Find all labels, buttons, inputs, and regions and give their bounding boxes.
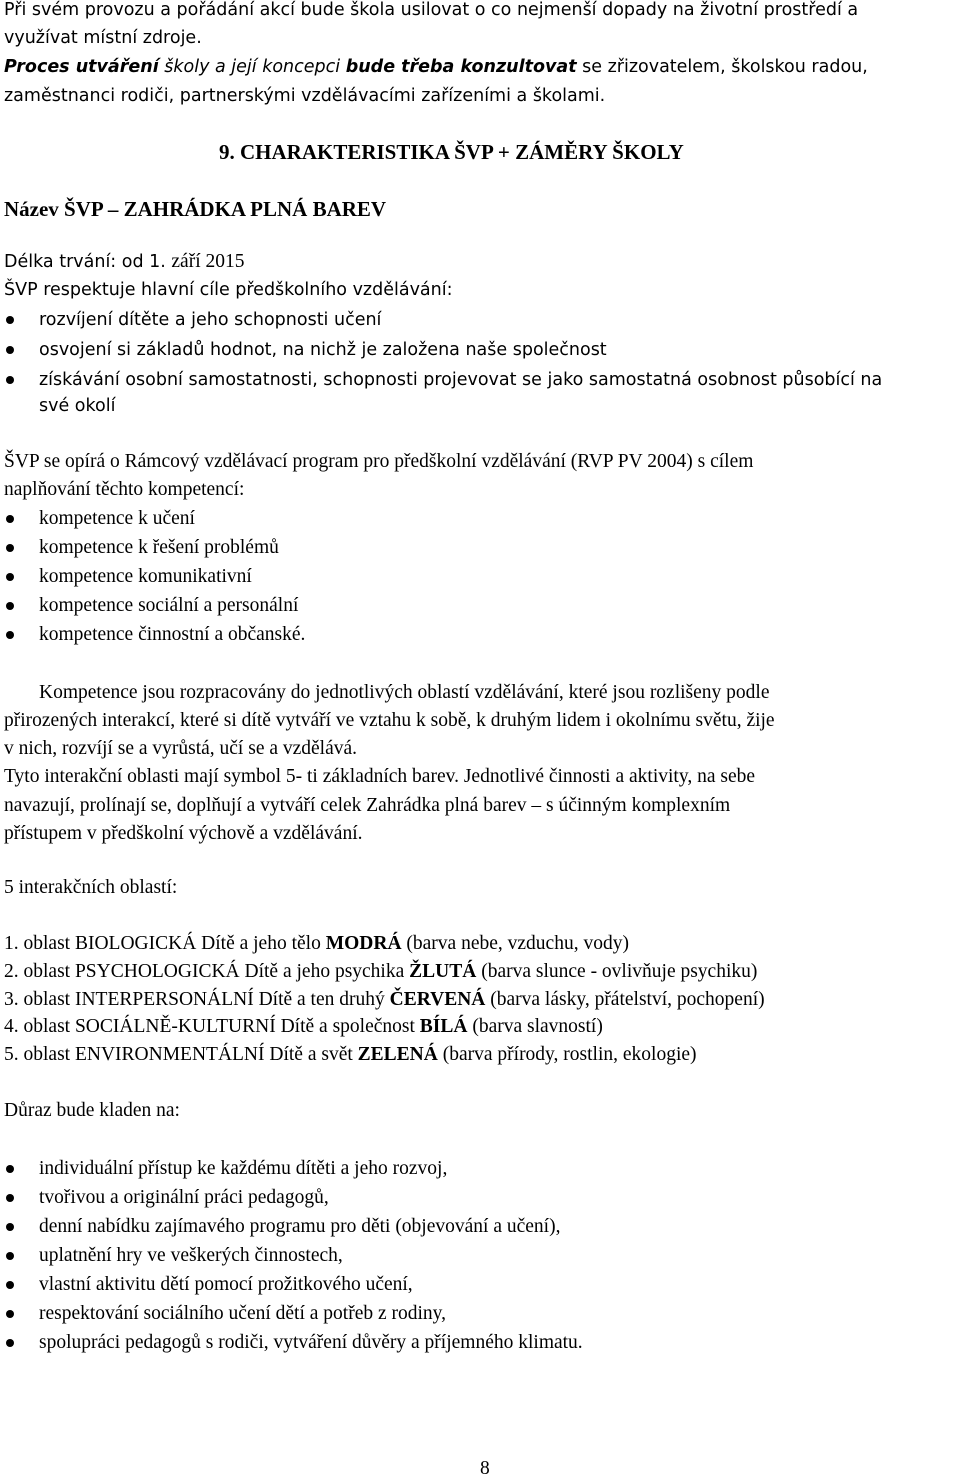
intro-line-1: Při svém provozu a pořádání akcí bude škola usilovat o co nejmenší dopady na životní prostředí a [4, 0, 859, 20]
duration-value: září 2015 [171, 251, 245, 272]
area-item [4, 1015, 603, 1039]
area-text: 3. oblast INTERPERSONÁLNÍ Dítě a ten druhý [4, 989, 390, 1010]
areas-heading: 5 interakčních oblastí: [4, 877, 178, 898]
bullet-icon [6, 346, 14, 354]
bullet-icon [6, 1310, 14, 1318]
rvp-line-2: naplňování těchto kompetencí: [4, 479, 245, 500]
competence-item: kompetence k učení [39, 508, 195, 529]
paragraph-line: navazují, prolínají se, doplňují a vytváří celek Zahrádka plná barev – s účinným komplexním [4, 795, 731, 816]
program-name: Název ŠVP – ZAHRÁDKA PLNÁ BAREV [4, 197, 387, 221]
paragraph-line: Tyto interakční oblasti mají symbol 5- ti základních barev. Jednotlivé činnosti a aktivity, na sebe [4, 766, 755, 787]
emphasis-item: tvořivou a originální práci pedagogů, [39, 1187, 329, 1208]
paragraph-line: v nich, rozvíjí se a vyrůstá, učí se a vzdělává. [4, 738, 358, 759]
intro-line-2: využívat místní zdroje. [4, 28, 202, 48]
bullet-icon [6, 376, 14, 384]
area-desc: (barva slavností) [467, 1016, 603, 1037]
competence-item: kompetence komunikativní [39, 566, 252, 587]
emphasis-item: uplatnění hry ve veškerých činnostech, [39, 1245, 343, 1266]
bullet-icon [6, 573, 14, 581]
area-color: ČERVENÁ [389, 989, 486, 1010]
area-desc: (barva nebe, vzduchu, vody) [401, 933, 629, 954]
bullet-icon [6, 1165, 14, 1173]
area-text: 2. oblast PSYCHOLOGICKÁ Dítě a jeho psychika [4, 961, 410, 982]
intro-emph-consult: bude třeba konzultovat [345, 57, 577, 77]
bullet-icon [6, 1223, 14, 1231]
goal-item: rozvíjení dítěte a jeho schopnosti učení [39, 310, 382, 330]
paragraph-line: Kompetence jsou rozpracovány do jednotlivých oblastí vzdělávání, které jsou rozlišeny podle [39, 682, 770, 703]
area-item [4, 932, 629, 956]
bullet-icon [6, 544, 14, 552]
bullet-icon [6, 316, 14, 324]
bullet-icon [6, 515, 14, 523]
area-color: ZELENÁ [357, 1044, 438, 1065]
page-number: 8 [480, 1458, 490, 1479]
area-desc: (barva přírody, rostlin, ekologie) [437, 1044, 697, 1065]
area-item [4, 1043, 697, 1067]
area-text: 4. oblast SOCIÁLNĚ-KULTURNÍ Dítě a společnost [4, 1016, 420, 1037]
area-color: BÍLÁ [419, 1016, 468, 1037]
area-desc: (barva lásky, přátelství, pochopení) [485, 989, 765, 1010]
emphasis-item: vlastní aktivitu dětí pomocí prožitkového učení, [39, 1274, 413, 1295]
area-text: 5. oblast ENVIRONMENTÁLNÍ Dítě a svět [4, 1044, 358, 1065]
emphasis-item: respektování sociálního učení dětí a potřeb z rodiny, [39, 1303, 447, 1324]
rvp-line-1: ŠVP se opírá o Rámcový vzdělávací program pro předškolní vzdělávání (RVP PV 2004) s cílem [4, 451, 754, 472]
area-color: MODRÁ [325, 933, 402, 954]
intro-emph-process: Proces utváření [4, 57, 159, 77]
goal-item: osvojení si základů hodnot, na nichž je založena naše společnost [39, 340, 607, 360]
bullet-icon [6, 602, 14, 610]
goal-item: získávání osobní samostatnosti, schopnosti projevovat se jako samostatná osobnost působící na [39, 370, 883, 390]
area-text: 1. oblast BIOLOGICKÁ Dítě a jeho tělo [4, 933, 326, 954]
area-item [4, 988, 765, 1012]
emphasis-item: denní nabídku zajímavého programu pro děti (objevování a učení), [39, 1216, 561, 1237]
emphasis-item: spolupráci pedagogů s rodiči, vytváření důvěry a příjemného klimatu. [39, 1332, 583, 1353]
section-heading: 9. CHARAKTERISTIKA ŠVP + ZÁMĚRY ŠKOLY [219, 140, 684, 164]
area-desc: (barva slunce - ovlivňuje psychiku) [476, 961, 758, 982]
intro-line-4: zaměstnanci rodiči, partnerskými vzdělávacími zařízeními a školami. [4, 86, 606, 106]
bullet-icon [6, 1252, 14, 1260]
paragraph-line: přirozených interakcí, které si dítě vytváří ve vztahu k sobě, k druhým lidem i okolnímu světu, žije [4, 710, 775, 731]
goal-item-cont: své okolí [39, 396, 116, 416]
bullet-icon [6, 1281, 14, 1289]
area-item [4, 960, 757, 984]
area-color: ŽLUTÁ [409, 961, 477, 982]
emphasis-heading: Důraz bude kladen na: [4, 1100, 180, 1121]
intro-line-3 [4, 55, 868, 79]
competence-item: kompetence sociální a personální [39, 595, 299, 616]
duration [4, 250, 245, 274]
intro-text-end: se zřizovatelem, školskou radou, [576, 57, 868, 77]
paragraph-line: přístupem v předškolní výchově a vzdělávání. [4, 823, 363, 844]
goals-intro: ŠVP respektuje hlavní cíle předškolního vzdělávání: [4, 280, 453, 300]
intro-text: školy a její koncepci [158, 57, 346, 77]
emphasis-item: individuální přístup ke každému dítěti a jeho rozvoj, [39, 1158, 448, 1179]
competence-item: kompetence činnostní a občanské. [39, 624, 306, 645]
duration-label: Délka trvání: od 1. [4, 252, 172, 272]
bullet-icon [6, 631, 14, 639]
bullet-icon [6, 1339, 14, 1347]
competence-item: kompetence k řešení problémů [39, 537, 279, 558]
bullet-icon [6, 1194, 14, 1202]
